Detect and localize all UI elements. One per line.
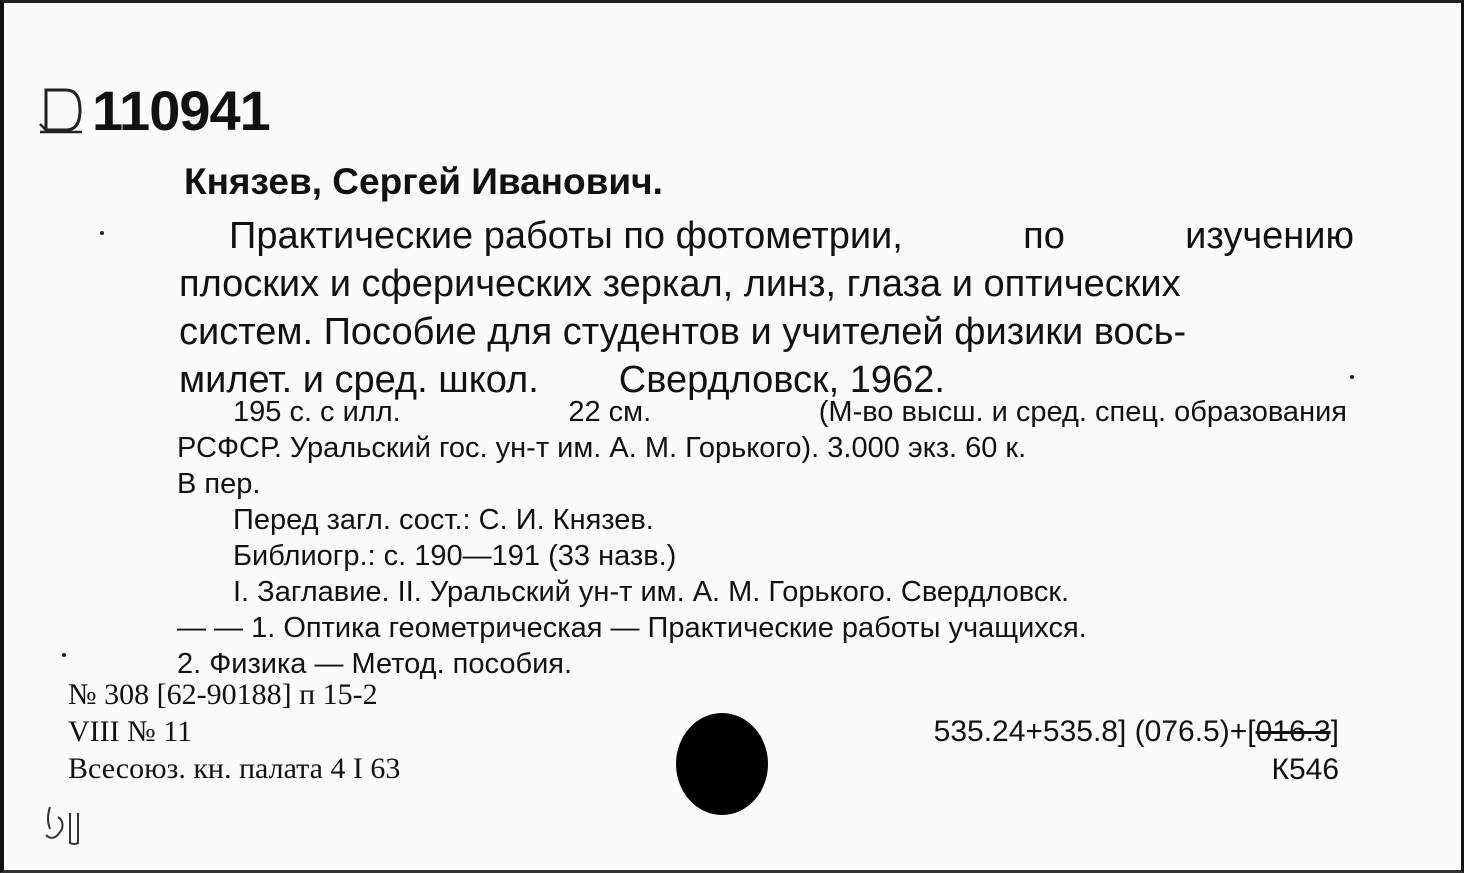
description-segment: Перед загл. сост.: С. И. Князев. [233,504,654,536]
margin-dot [100,231,104,235]
title-segment: систем. Пособие для студентов и учителей физики вось- [179,311,1187,353]
description-segment: (М-во высш. и сред. спец. образования [818,396,1347,428]
margin-dot [1350,375,1354,379]
margin-dot [62,653,66,657]
description-segment: 2. Физика — Метод. пособия. [177,648,573,680]
description-segment: — — 1. Оптика геометрическая — Практические работы учащихся. [177,612,1087,644]
title-statement [179,212,1354,404]
registration-info [68,676,400,787]
description-line [177,394,1347,430]
title-line [179,212,1354,260]
title-segment: Свердловск, 1962. [618,359,945,401]
stamp-letter-icon [38,84,86,138]
inventory-number: 110941 [92,79,270,142]
description-segment: 22 см. [568,396,652,428]
punch-hole [676,713,768,815]
udc-classification [934,713,1339,751]
description-segment: 195 с. с илл. [233,396,401,428]
description-segment: В пер. [177,468,261,500]
title-segment: по [1023,215,1065,257]
title-segment: Практические работы по фотометрии, [229,215,903,257]
description-line [177,502,1347,538]
udc-close: ] [1330,715,1339,748]
title-line [179,308,1354,356]
description-line [177,538,1347,574]
description-line [177,610,1347,646]
call-number: К546 [1271,753,1339,786]
classification-block [934,713,1339,789]
description-segment: I. Заглавие. II. Уральский ун-т им. А. М. Горького. Свердловск. [233,576,1070,608]
registration-line-2: VIII № 11 [68,715,193,748]
udc-main: 535.24+535.8] (076.5)+[ [933,715,1256,748]
title-segment: изучению [1185,215,1354,257]
title-segment: милет. и сред. школ. [179,359,539,401]
title-line [179,260,1354,308]
author-heading: Князев, Сергей Иванович. [184,161,663,202]
description-line [177,430,1347,466]
registration-line-1: № 308 [62-90188] п 15-2 [68,678,378,711]
registration-line-3: Всесоюз. кн. палата 4 I 63 [68,752,401,785]
inventory-stamp [38,79,270,142]
description-segment: Библиогр.: с. 190—191 (33 назв.) [233,540,677,572]
udc-struck: 016.3 [1255,715,1331,748]
description-line [177,466,1347,502]
description-line [177,574,1347,610]
handwritten-mark-icon [40,799,90,849]
bibliographic-description [177,394,1347,682]
title-segment: плоских и сферических зеркал, линз, глаза и оптических [179,263,1181,305]
description-segment: РСФСР. Уральский гос. ун-т им. А. М. Горького). 3.000 экз. 60 к. [177,432,1027,464]
